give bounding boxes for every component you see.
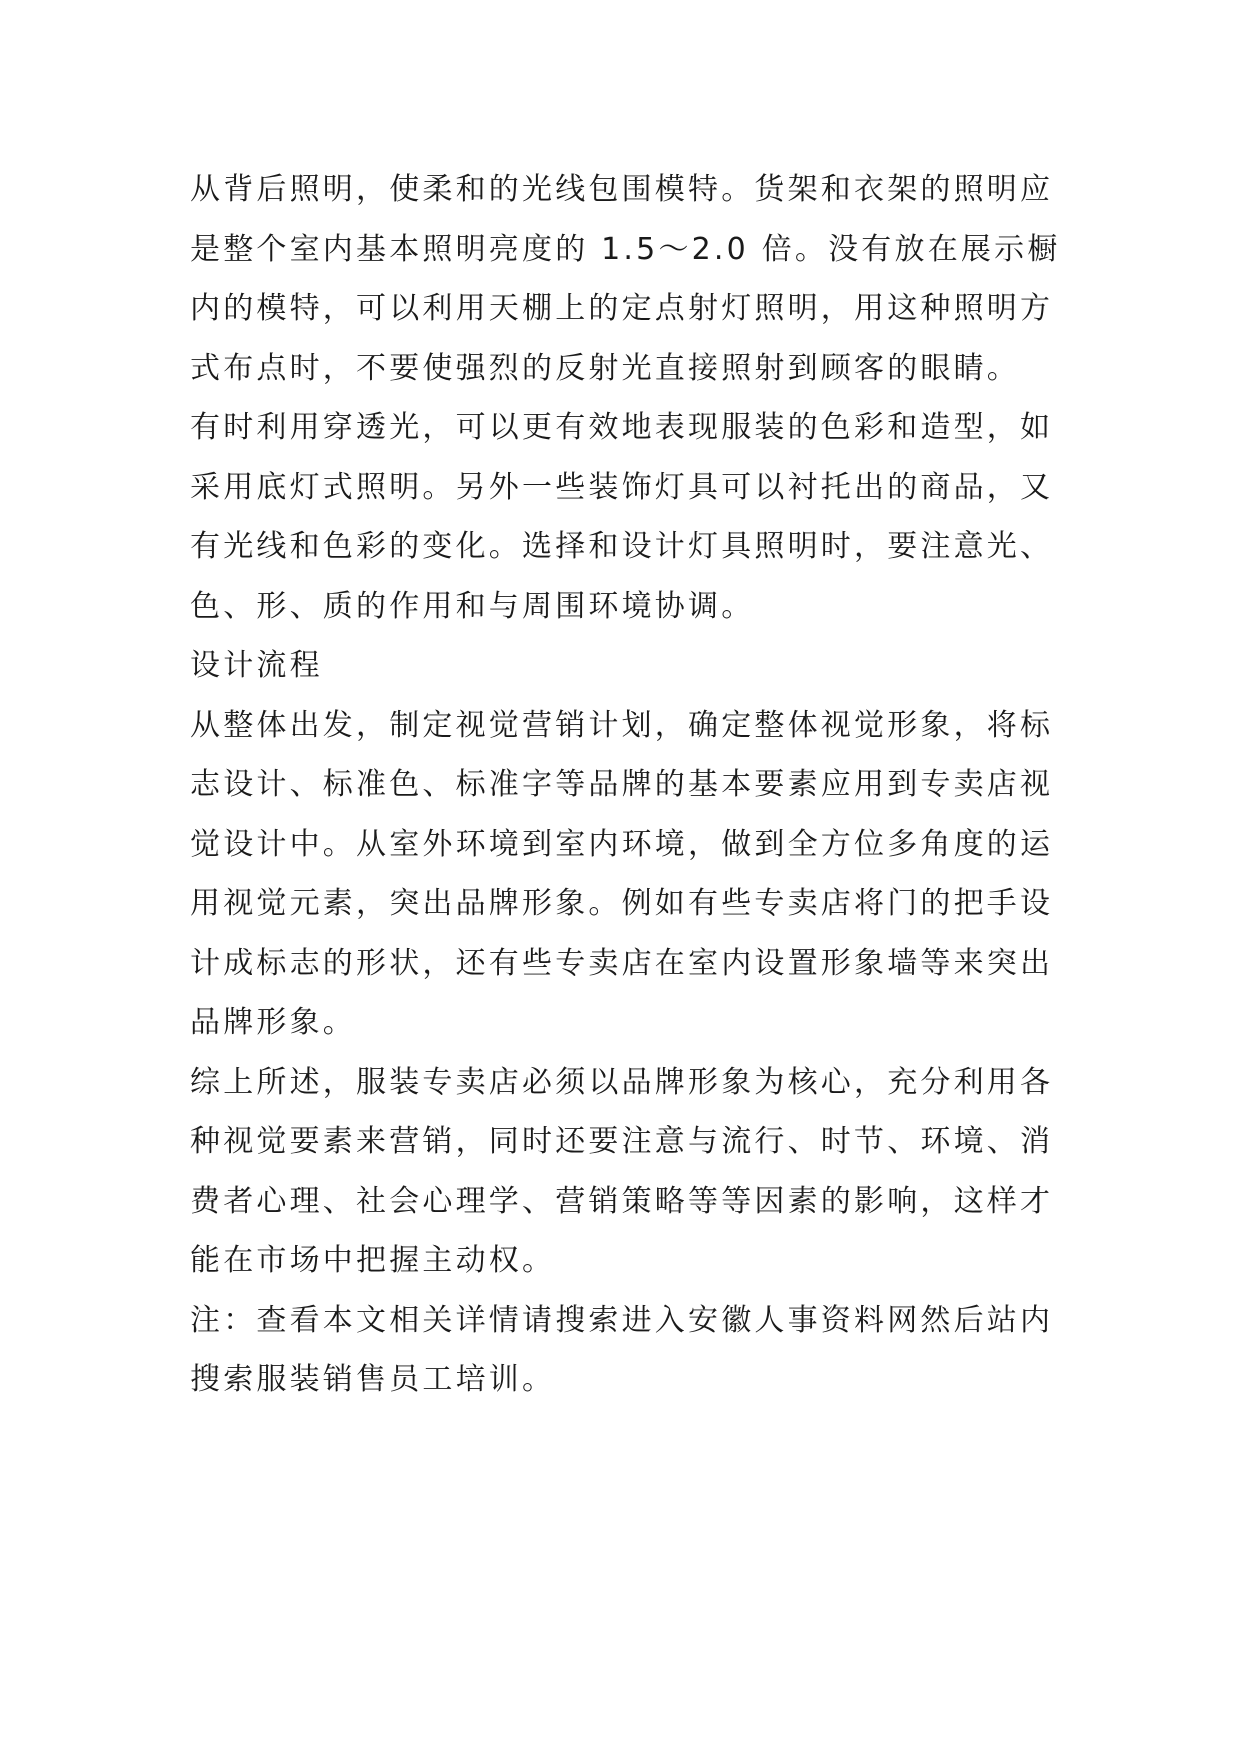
text-line: 内的模特，可以利用天棚上的定点射灯照明，用这种照明方 [190, 291, 1054, 326]
text-line: 种视觉要素来营销，同时还要注意与流行、时节、环境、消 [190, 1124, 1054, 1159]
text-line: 色、形、质的作用和与周围环境协调。 [190, 588, 755, 624]
document-body [190, 160, 1090, 1410]
text-line: 费者心理、社会心理学、营销策略等等因素的影响，这样才 [190, 1183, 1054, 1219]
text-line: 有光线和色彩的变化。选择和设计灯具照明时，要注意光、 [190, 529, 1054, 564]
text-line: 有时利用穿透光，可以更有效地表现服装的色彩和造型，如 [190, 410, 1054, 445]
text-line: 从整体出发，制定视觉营销计划，确定整体视觉形象，将标 [190, 707, 1054, 743]
text-line: 从背后照明，使柔和的光线包围模特。货架和衣架的照明应 [190, 172, 1054, 207]
text-line: 计成标志的形状，还有些专卖店在室内设置形象墙等来突出 [190, 945, 1054, 981]
text-line: 采用底灯式照明。另外一些装饰灯具可以衬托出的商品，又 [190, 469, 1054, 505]
section-heading: 设计流程 [190, 648, 323, 683]
text-line: 觉设计中。从室外环境到室内环境，做到全方位多角度的运 [190, 826, 1054, 862]
text-line: 用视觉元素，突出品牌形象。例如有些专卖店将门的把手设 [190, 886, 1054, 921]
text-line: 品牌形象。 [190, 1005, 356, 1040]
text-line: 是整个室内基本照明亮度的 1.5～2.0 倍。没有放在展示橱 [190, 231, 1061, 267]
text-line: 式布点时，不要使强烈的反射光直接照射到顾客的眼睛。 [190, 350, 1020, 386]
text-line: 志设计、标准色、标准字等品牌的基本要素应用到专卖店视 [190, 767, 1054, 802]
note-line: 注：查看本文相关详情请搜索进入安徽人事资料网然后站内 [190, 1302, 1054, 1338]
text-line: 能在市场中把握主动权。 [190, 1243, 556, 1278]
text-line: 综上所述，服装专卖店必须以品牌形象为核心，充分利用各 [190, 1064, 1054, 1100]
note-line: 搜索服装销售员工培训。 [190, 1362, 556, 1397]
